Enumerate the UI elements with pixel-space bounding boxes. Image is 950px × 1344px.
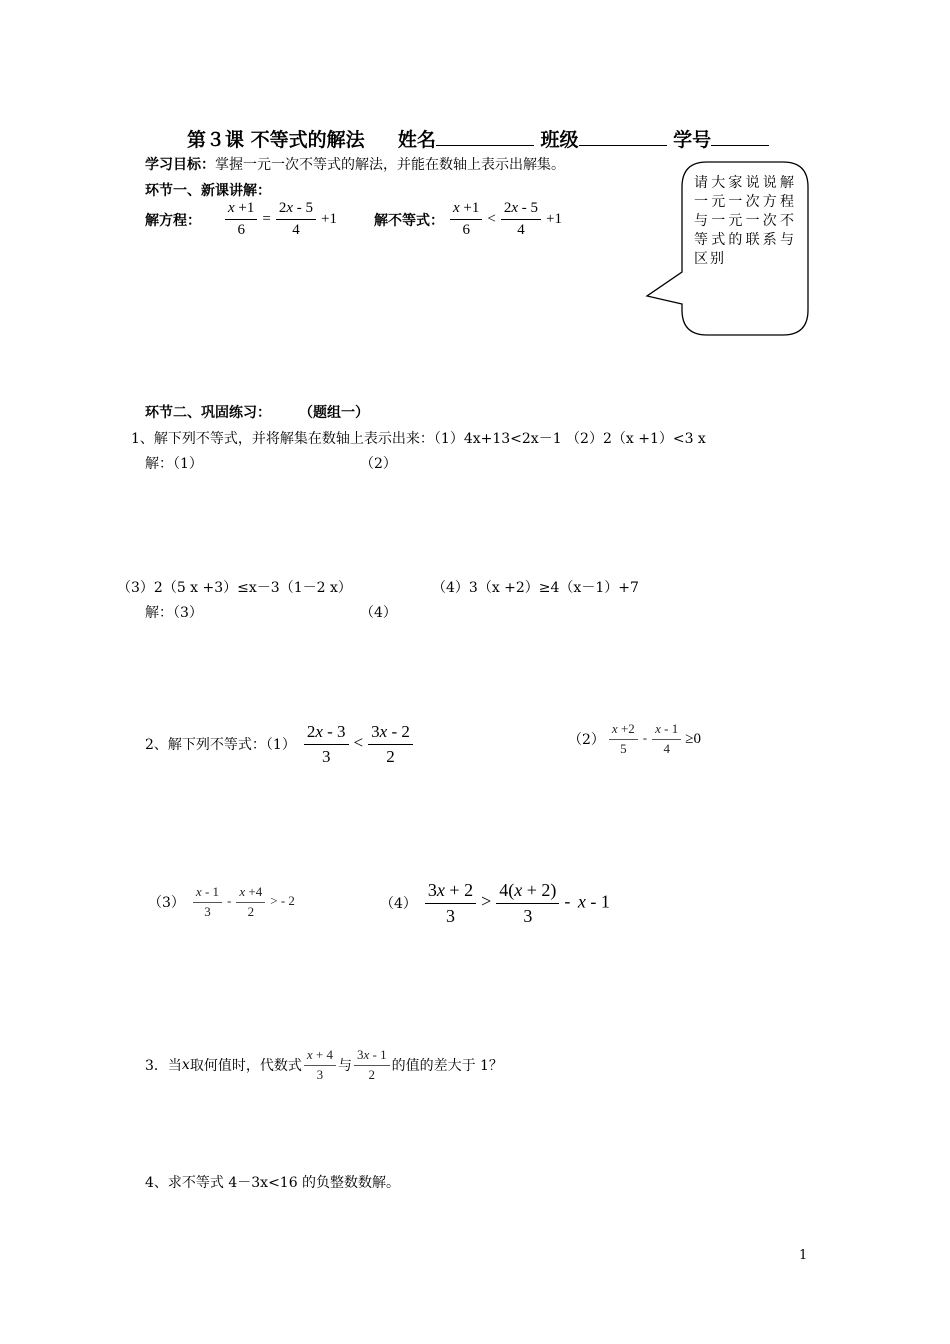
title-text: 第３课 不等式的解法 <box>187 129 365 151</box>
objective-text: 掌握一元一次不等式的解法，并能在数轴上表示出解集。 <box>215 157 565 173</box>
question-4: 4、求不等式 4－3x<16 的负整数数解。 <box>145 1175 401 1191</box>
id-blank[interactable] <box>711 129 769 146</box>
class-blank[interactable] <box>579 129 667 146</box>
question-2-part-4 <box>380 880 610 926</box>
section-1-heading: 环节一、新课讲解： <box>145 183 271 199</box>
inequality-label: 解不等式： <box>374 212 444 229</box>
q1-answer-1-label: 解：（1） <box>145 456 203 472</box>
q3-number: 3．当 <box>145 1058 182 1075</box>
q3-text-2: 的值的差大于 1？ <box>391 1058 503 1075</box>
page-number: 1 <box>799 1248 808 1263</box>
question-2-part-3 <box>148 885 298 920</box>
q3-expression-2: $\frac{3x - 1}{2}$ <box>352 1048 392 1083</box>
question-2-part-2: （2） $\frac{x +2}{5}$ - $\frac{x - 1}{4}$ ≥0 <box>568 721 701 756</box>
section-2-title: 环节二、巩固练习： <box>145 405 271 421</box>
q3-text-1: 取何值时，代数式 <box>189 1058 302 1075</box>
question-2-prompt: 2、解下列不等式：（1） <box>145 737 296 754</box>
name-blank[interactable] <box>436 129 534 146</box>
q1-part-4: （4）3（x +2）≥4（x－1）+7 <box>432 580 639 596</box>
bubble-text: 请大家说说解一元一次方程与一元一次不等式的联系与区别 <box>694 175 796 267</box>
name-label: 姓名 <box>397 129 436 151</box>
section-2-heading <box>145 402 369 422</box>
q1-answer-4-label: （4） <box>360 605 397 621</box>
q3-variable: x <box>181 1057 190 1074</box>
question-3 <box>145 1048 503 1083</box>
q1-answer-3-label: 解：（3） <box>145 605 203 621</box>
q2-label-2: （2） <box>568 732 605 749</box>
id-label: 学号 <box>673 129 712 151</box>
q2-inequality-2: $\frac{x +2}{5}$ - $\frac{x - 1}{4}$ <box>607 722 683 757</box>
q3-and: 与 <box>337 1058 352 1075</box>
class-label: 班级 <box>540 129 579 151</box>
q2-inequality-3: $\frac{x - 1}{3}$ - $\frac{x +4}{2}$ > - 2 <box>191 885 298 920</box>
objective-label: 学习目标： <box>145 157 215 173</box>
q1-part-3: （3）2（5 x +3）≤x－3（1－2 x） <box>117 580 352 596</box>
question-2-row-1 <box>145 722 415 766</box>
question-1-prompt: 1、解下列不等式，并将解集在数轴上表示出来：（1）4x+13<2x－1 （2）2（x +1）<3 x <box>131 431 706 447</box>
section-1-example-row <box>145 200 565 240</box>
q2-label-3: （3） <box>148 895 185 912</box>
equation-label: 解方程： <box>145 212 201 229</box>
learning-objective <box>145 154 565 174</box>
q2-label-4: （4） <box>380 896 417 913</box>
problem-group-label: （题组一） <box>299 405 369 421</box>
q3-expression-1: $\frac{x + 4}{3}$ <box>302 1048 338 1083</box>
q1-answer-2-label: （2） <box>360 456 397 472</box>
example-inequality: $\frac{x +1}{6}$ < $\frac{2x - 5}{4}$ +1 <box>448 200 565 240</box>
q2-inequality-1: $\frac{2x - 3}{3}$ < $\frac{3x - 2}{2}$ <box>302 722 415 766</box>
q2-inequality-4: $\frac{3x + 2}{3}$ > $\frac{4(x + 2)}{3}$ - x - 1 <box>423 880 610 926</box>
page-title <box>187 125 769 152</box>
example-equation: $\frac{x +1}{6}$ = $\frac{2x - 5}{4}$ +1 <box>223 200 340 240</box>
